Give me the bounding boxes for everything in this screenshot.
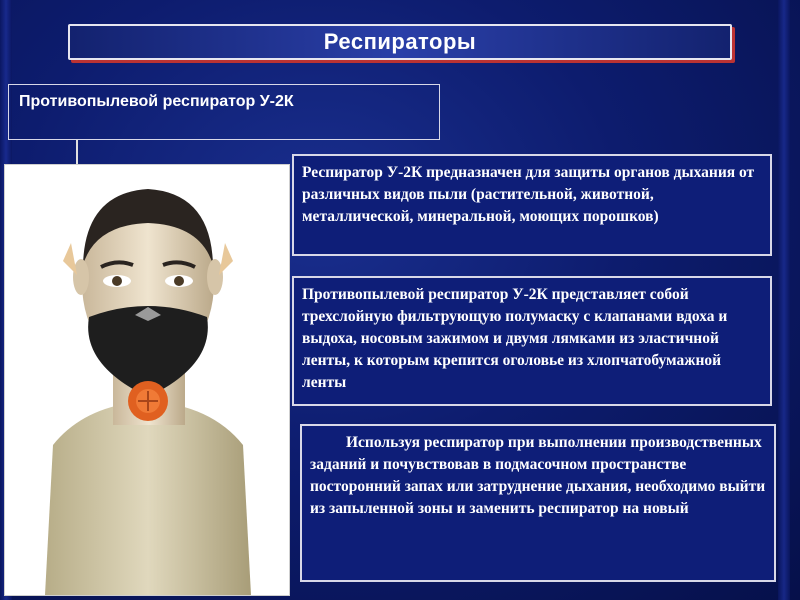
mannequin-respirator-icon bbox=[5, 165, 290, 596]
page-title: Респираторы bbox=[323, 29, 477, 54]
subtitle-box bbox=[8, 84, 440, 140]
subtitle-text: Противопылевой респиратор У-2К bbox=[19, 93, 294, 110]
right-stripe bbox=[778, 0, 790, 600]
title-banner bbox=[68, 24, 732, 60]
respirator-photo bbox=[4, 164, 290, 596]
info-block-purpose: Респиратор У-2К предназначен для защиты органов дыхания от различных видов пыли (растительной, животной, металлической, минеральной, моющих порошков) bbox=[292, 154, 772, 256]
info-block-usage-text: Используя респиратор при выполнении производственных заданий и почувствовав в подмасочном пространстве посторонний запах или затруднение дыхания, необходимо выйти из запыленной зоны и заменить респиратор на новый bbox=[310, 434, 766, 517]
info-block-description: Противопылевой респиратор У-2К представляет собой трехслойную фильтрующую полумаску с клапанами вдоха и выдоха, носовым зажимом и двумя лямками из эластичной ленты, к которым крепится оголовье из хлопчатобумажной ленты bbox=[292, 276, 772, 406]
info-block-usage bbox=[300, 424, 776, 582]
connector-line bbox=[76, 140, 78, 164]
